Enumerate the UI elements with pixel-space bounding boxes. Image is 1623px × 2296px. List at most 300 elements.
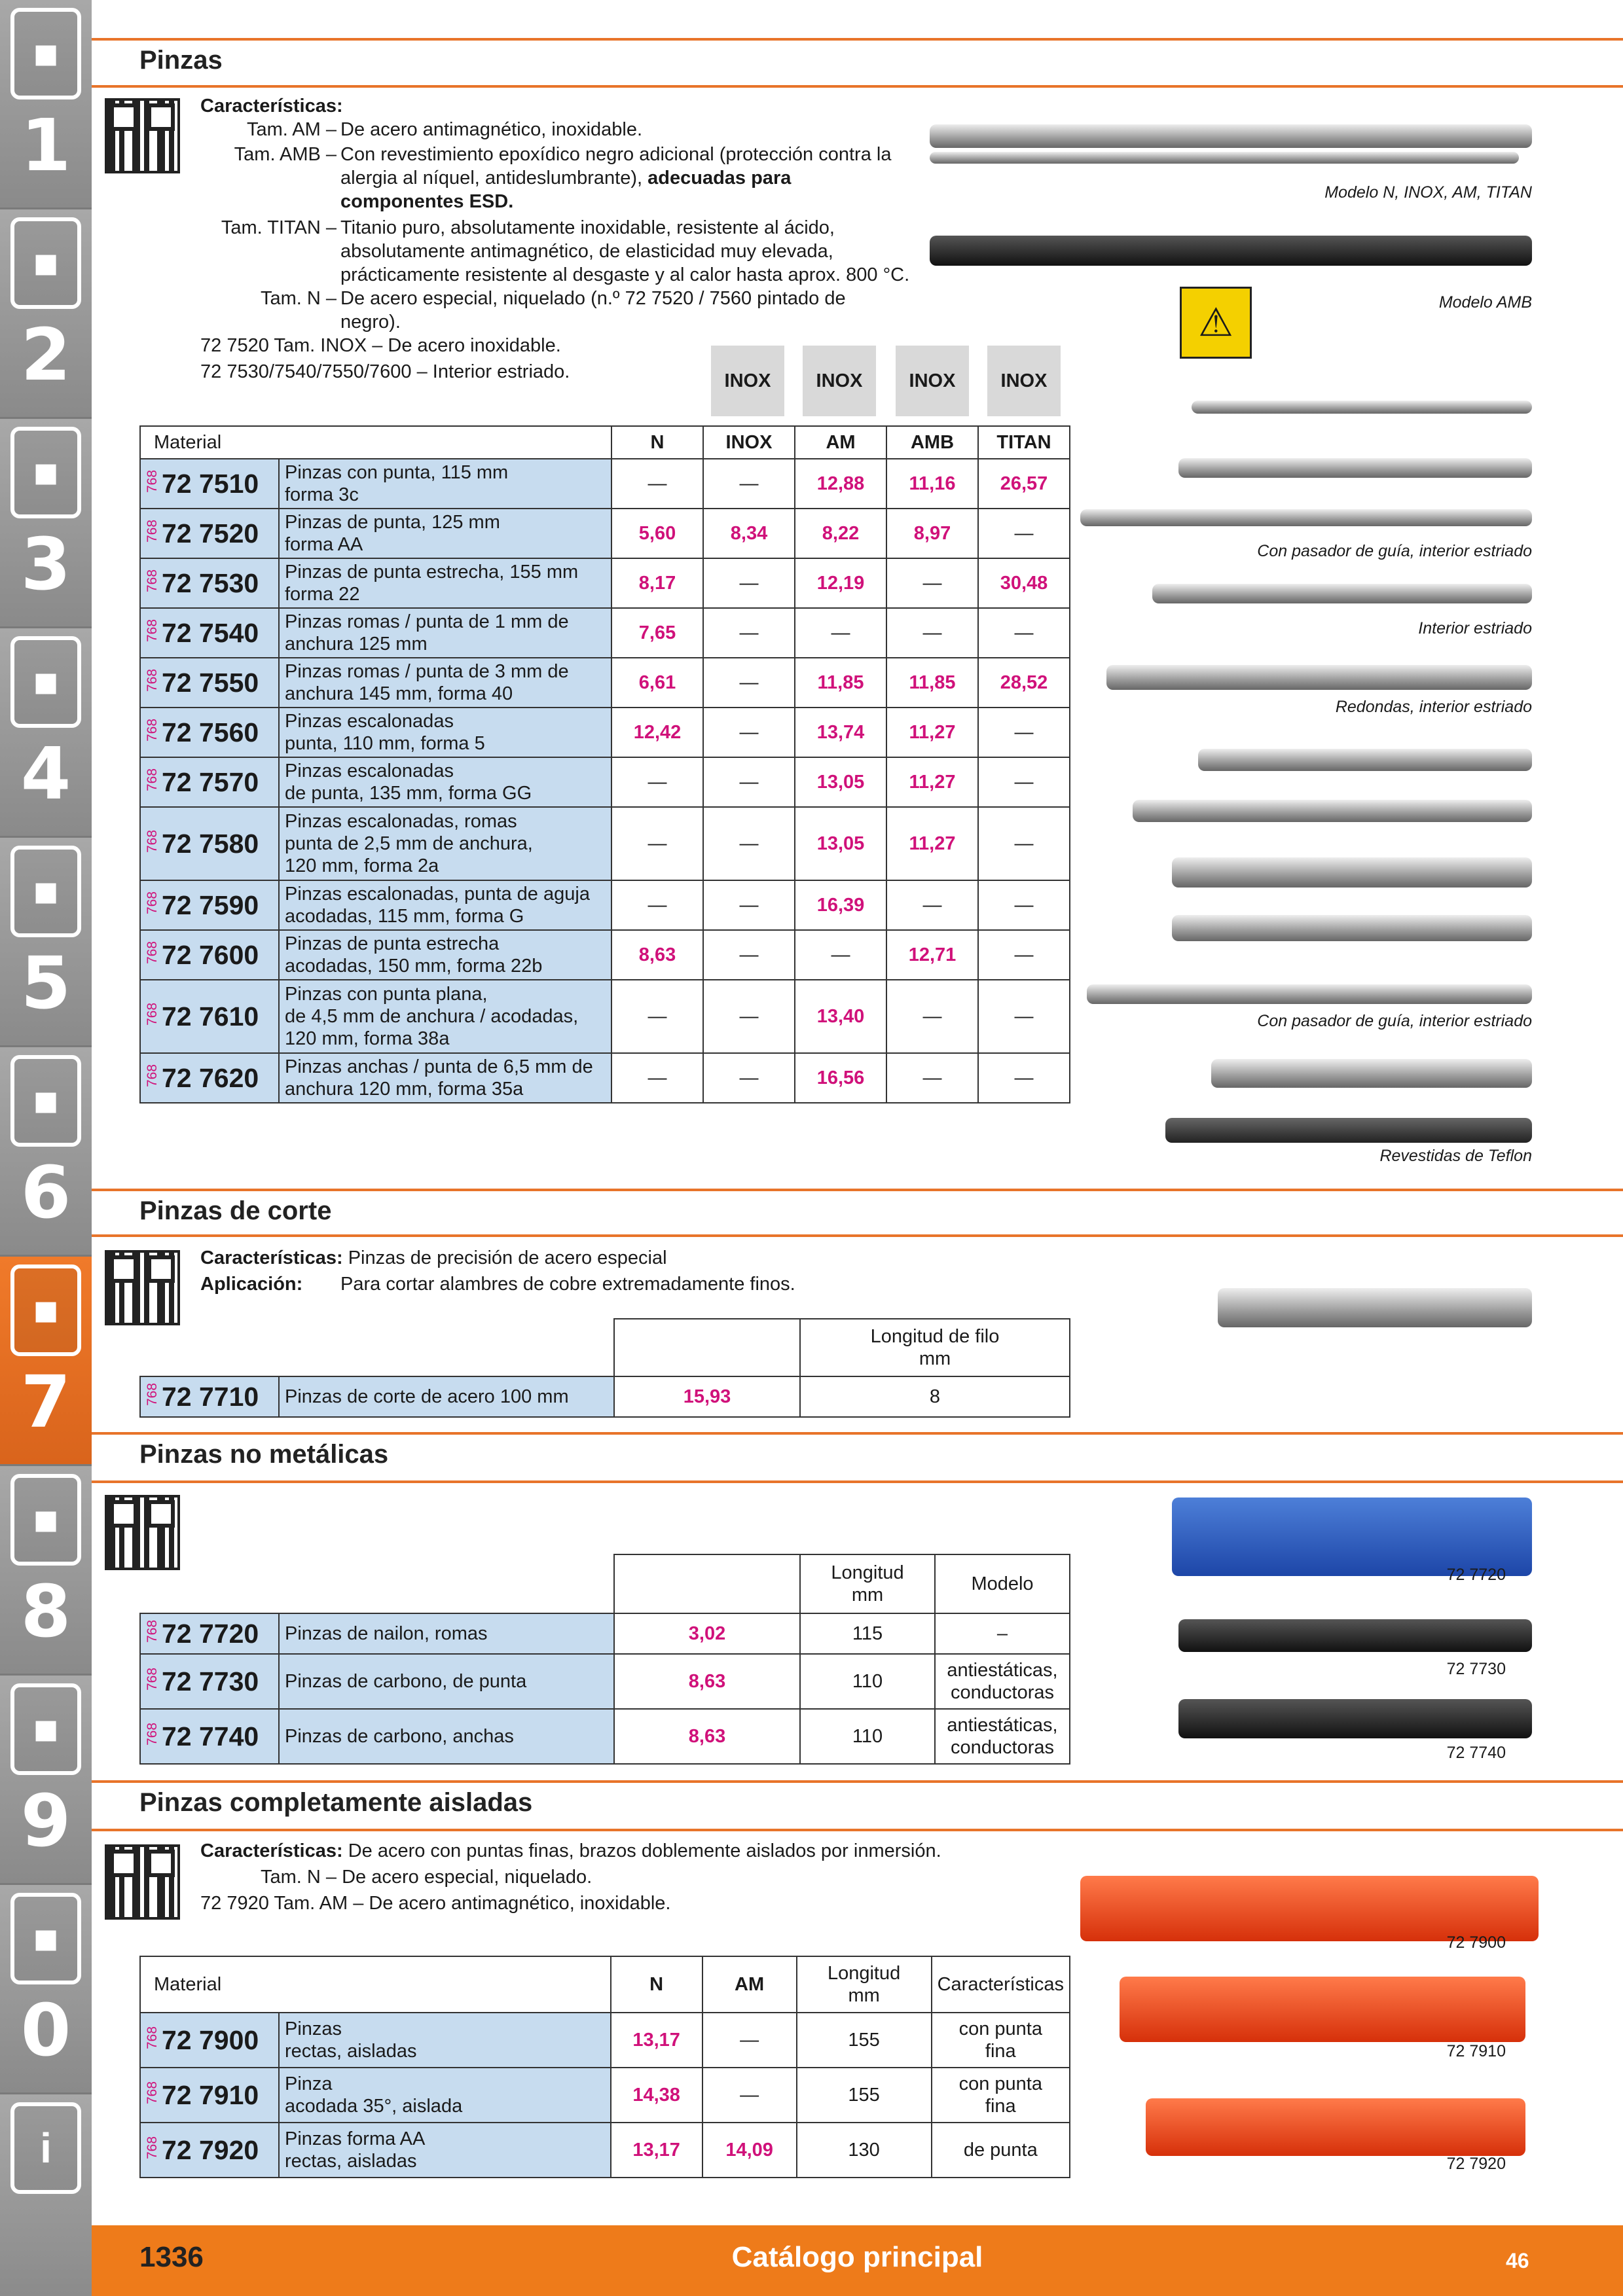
chapter-tab-3[interactable] — [0, 419, 92, 628]
code-prefix: 768 — [145, 1382, 160, 1406]
article-desc: Pinza acodada 35°, aislada — [279, 2068, 611, 2123]
section-divider — [92, 85, 1623, 88]
chapter-tab-2[interactable] — [0, 209, 92, 419]
feature-line: Tam. N – De acero especial, niquelado. — [261, 1867, 593, 1888]
chapter-tab-9[interactable] — [0, 1676, 92, 1885]
aisladas-features — [200, 1839, 941, 1863]
article-code[interactable] — [140, 980, 279, 1053]
code-prefix: 768 — [145, 1667, 160, 1691]
table-row — [140, 658, 1070, 708]
code-prefix: 768 — [145, 2026, 160, 2049]
caption-code: 72 7730 — [1446, 1660, 1506, 1678]
article-code[interactable] — [140, 807, 279, 880]
features-text: Pinzas de precisión de acero especial — [348, 1247, 667, 1268]
article-code[interactable] — [140, 1376, 279, 1417]
section-title-pinzas: Pinzas — [139, 46, 223, 75]
value-cell: — — [611, 807, 703, 880]
esd-warning-icon: ⚠ — [1180, 287, 1252, 359]
caption-code: 72 7900 — [1446, 1933, 1506, 1952]
section-divider — [92, 1189, 1623, 1191]
chapter-tab-0[interactable] — [0, 1885, 92, 2094]
cabinet-icon — [10, 1683, 81, 1775]
code-prefix: 768 — [145, 1002, 160, 1026]
article-code[interactable] — [140, 880, 279, 930]
section-divider — [92, 1829, 1623, 1831]
feature-text: De acero antimagnético, inoxidable. — [340, 119, 643, 140]
article-number: 72 7900 — [162, 2024, 259, 2055]
article-code[interactable] — [140, 509, 279, 558]
price-cell: 28,52 — [978, 658, 1070, 708]
col-header-am: AM — [702, 1956, 797, 2013]
qr-code-icon[interactable] — [105, 1250, 180, 1325]
chapter-tab-1[interactable] — [0, 0, 92, 209]
value-cell: — — [978, 930, 1070, 980]
table-row — [140, 1654, 1070, 1709]
value-cell: — — [703, 558, 795, 608]
price-cell: 8,97 — [886, 509, 978, 558]
price-cell: 14,09 — [702, 2123, 797, 2178]
value-cell: — — [703, 757, 795, 807]
feature-text: De acero especial, niquelado (n.º 72 7520 / 7560 pintado de negro). — [340, 288, 846, 332]
article-number: 72 7550 — [162, 667, 259, 698]
caption-interior: Interior estriado — [1418, 619, 1532, 637]
pliers-icon-glyph: ■ — [33, 1287, 59, 1334]
insulated-tweezer-image — [1120, 1977, 1525, 2042]
article-desc: Pinzas anchas / punta de 6,5 mm de anchura 120 mm, forma 35a — [279, 1053, 611, 1103]
caption-code: 72 7920 — [1446, 2155, 1506, 2173]
caption-code: 72 7740 — [1446, 1744, 1506, 1762]
article-code[interactable] — [140, 1709, 279, 1764]
table-row — [140, 930, 1070, 980]
pinzas-price-table — [139, 425, 1070, 1103]
price-cell: 13,05 — [795, 807, 886, 880]
price-cell: 11,16 — [886, 459, 978, 509]
workshop-icon-glyph: ■ — [33, 1496, 59, 1543]
features-text: De acero con puntas finas, brazos doblemente aislados por inmersión. — [348, 1840, 941, 1861]
info-icon — [10, 2102, 81, 2194]
table-row — [140, 757, 1070, 807]
price-cell: 13,40 — [795, 980, 886, 1053]
tweezer-image — [1178, 458, 1532, 478]
model-cell: – — [935, 1613, 1070, 1654]
code-prefix: 768 — [145, 619, 160, 642]
article-number: 72 7570 — [162, 766, 259, 797]
corte-features — [200, 1246, 667, 1270]
price-cell: 15,93 — [614, 1376, 800, 1417]
article-desc: Pinzas de punta, 125 mm forma AA — [279, 509, 611, 558]
tweezer-image — [1211, 1059, 1532, 1088]
tweezer-image — [1152, 584, 1532, 603]
nylon-tweezer-image — [1172, 1498, 1532, 1576]
table-row — [140, 880, 1070, 930]
article-desc: Pinzas de carbono, de punta — [279, 1654, 614, 1709]
article-number: 72 7920 — [162, 2134, 259, 2165]
cutting-tweezer-image — [1218, 1288, 1532, 1327]
price-cell: 11,85 — [795, 658, 886, 708]
article-code[interactable] — [140, 757, 279, 807]
inox-badge: INOX — [896, 346, 969, 416]
table-row — [140, 1053, 1070, 1103]
feature-key: Tam. N – — [260, 288, 337, 309]
chapter-number: 6 — [20, 1151, 71, 1234]
tweezer-image — [930, 124, 1532, 148]
chapter-tab-5[interactable] — [0, 838, 92, 1047]
cutting-insert-icon — [10, 217, 81, 309]
drill-bit-icon-glyph: ■ — [33, 30, 59, 77]
length-cell: 115 — [800, 1613, 935, 1654]
qr-code-icon[interactable] — [105, 98, 180, 173]
caption-redondas: Redondas, interior estriado — [1335, 698, 1532, 716]
article-desc: Pinzas escalonadas, punta de aguja acodadas, 115 mm, forma G — [279, 880, 611, 930]
article-number: 72 7510 — [162, 468, 259, 499]
tweezer-image — [1133, 800, 1532, 822]
features-label: Características: — [200, 96, 343, 117]
value-cell: — — [703, 1053, 795, 1103]
article-code[interactable] — [140, 1053, 279, 1103]
code-prefix: 768 — [145, 469, 160, 493]
table-row — [140, 708, 1070, 757]
col-header-material: Material — [140, 1956, 611, 2013]
value-cell: — — [795, 930, 886, 980]
table-row — [140, 807, 1070, 880]
price-cell: 8,34 — [703, 509, 795, 558]
article-number: 72 7600 — [162, 939, 259, 970]
tool-holder-icon — [10, 427, 81, 518]
price-cell: 12,71 — [886, 930, 978, 980]
chapter-number: 5 — [20, 941, 71, 1025]
chapter-sidebar — [0, 0, 92, 2296]
code-prefix: 768 — [145, 519, 160, 543]
chapter-number: 7 — [20, 1360, 71, 1444]
code-prefix: 768 — [145, 718, 160, 742]
footer-section-number: 46 — [1506, 2249, 1529, 2272]
feature-text — [340, 143, 910, 213]
insulated-tweezer-image — [1080, 1876, 1539, 1941]
feature-text-plain: Con revestimiento epoxídico negro adicional (protección contra la alergia al níquel, antideslumbrante), — [340, 144, 892, 188]
col-header-material: Material — [140, 426, 611, 459]
workshop-icon — [10, 1474, 81, 1566]
length-cell: 155 — [797, 2068, 932, 2123]
price-cell: 13,05 — [795, 757, 886, 807]
caption-model-n: Modelo N, INOX, AM, TITAN — [1324, 183, 1532, 202]
article-number: 72 7740 — [162, 1721, 259, 1751]
value-cell: — — [703, 708, 795, 757]
section-divider — [92, 1234, 1623, 1237]
code-prefix: 768 — [145, 768, 160, 791]
price-cell: 8,63 — [611, 930, 703, 980]
price-cell: 8,17 — [611, 558, 703, 608]
article-number: 72 7710 — [162, 1381, 259, 1412]
length-cell: 130 — [797, 2123, 932, 2178]
table-row — [140, 608, 1070, 658]
price-cell: 6,61 — [611, 658, 703, 708]
length-cell: 155 — [797, 2013, 932, 2068]
feature-text: Titanio puro, absolutamente inoxidable, resistente al ácido, absolutamente antimagnético, de elasticidad muy elevada, prácticamente resistente al desgaste y al calor hasta aprox. 800 °C. — [340, 217, 910, 285]
value-cell: — — [978, 1053, 1070, 1103]
price-cell: 16,56 — [795, 1053, 886, 1103]
footer-title: Catálogo principal — [731, 2241, 983, 2273]
section-divider — [92, 1432, 1623, 1435]
article-desc: Pinzas escalonadas de punta, 135 mm, forma GG — [279, 757, 611, 807]
article-code[interactable] — [140, 930, 279, 980]
chapter-number: 8 — [20, 1570, 71, 1653]
value-cell: — — [611, 1053, 703, 1103]
value-cell: — — [702, 2013, 797, 2068]
length-cell: 110 — [800, 1654, 935, 1709]
article-number: 72 7530 — [162, 567, 259, 598]
price-cell: 13,74 — [795, 708, 886, 757]
price-cell: 12,88 — [795, 459, 886, 509]
table-row — [140, 1613, 1070, 1654]
wrench-icon-glyph: ■ — [33, 1077, 59, 1124]
price-cell: 26,57 — [978, 459, 1070, 509]
table-row — [140, 2068, 1070, 2123]
section-title-nometal: Pinzas no metálicas — [139, 1440, 389, 1469]
value-cell: — — [978, 608, 1070, 658]
value-cell: — — [978, 980, 1070, 1053]
tweezer-image — [930, 152, 1519, 164]
tweezer-image — [1198, 749, 1532, 771]
col-header-n: N — [611, 1956, 702, 2013]
value-cell: — — [886, 880, 978, 930]
length-cell: 110 — [800, 1709, 935, 1764]
corte-table — [139, 1318, 1070, 1418]
value-cell: — — [703, 980, 795, 1053]
caliper-icon-glyph: ■ — [33, 658, 59, 706]
value-cell: — — [703, 807, 795, 880]
price-cell: 11,27 — [886, 807, 978, 880]
note-estriado: 72 7530/7540/7550/7600 – Interior estriado. — [200, 361, 570, 382]
tweezer-image — [1087, 984, 1532, 1004]
article-code[interactable] — [140, 708, 279, 757]
chapter-tab-4[interactable] — [0, 628, 92, 838]
article-number: 72 7580 — [162, 828, 259, 859]
article-code[interactable] — [140, 658, 279, 708]
code-prefix: 768 — [145, 1722, 160, 1746]
value-cell: — — [611, 880, 703, 930]
col-header-model: Modelo — [935, 1554, 1070, 1613]
article-code[interactable] — [140, 608, 279, 658]
price-cell: 8,22 — [795, 509, 886, 558]
price-cell: 30,48 — [978, 558, 1070, 608]
chapter-number: 3 — [20, 522, 71, 606]
article-desc: Pinzas romas / punta de 1 mm de anchura 125 mm — [279, 608, 611, 658]
article-code[interactable] — [140, 2068, 279, 2123]
chapter-tab-6[interactable] — [0, 1047, 92, 1257]
col-header-filo: Longitud de filo mm — [800, 1319, 1070, 1376]
tweezer-image — [1080, 509, 1532, 526]
value-cell: — — [611, 757, 703, 807]
aisladas-table — [139, 1956, 1070, 2178]
value-cell: — — [978, 708, 1070, 757]
insulated-tweezer-image — [1146, 2098, 1525, 2156]
article-number: 72 7590 — [162, 889, 259, 920]
section-title-corte: Pinzas de corte — [139, 1196, 332, 1225]
value-cell: — — [978, 807, 1070, 880]
code-prefix: 768 — [145, 829, 160, 853]
article-desc: Pinzas con punta, 115 mm forma 3c — [279, 459, 611, 509]
value-cell: — — [886, 980, 978, 1053]
price-cell: 3,02 — [614, 1613, 800, 1654]
price-cell: 8,63 — [614, 1709, 800, 1764]
price-cell: 8,63 — [614, 1654, 800, 1709]
value-cell: — — [795, 608, 886, 658]
value-cell: — — [886, 1053, 978, 1103]
grinding-disc-icon — [10, 846, 81, 937]
article-code[interactable] — [140, 1613, 279, 1654]
value-cell: — — [611, 459, 703, 509]
article-code[interactable] — [140, 1654, 279, 1709]
chapter-number: 4 — [20, 732, 71, 816]
article-desc: Pinzas con punta plana, de 4,5 mm de anchura / acodadas, 120 mm, forma 38a — [279, 980, 611, 1053]
article-desc: Pinzas de corte de acero 100 mm — [279, 1376, 614, 1417]
article-desc: Pinzas forma AA rectas, aisladas — [279, 2123, 611, 2178]
value-cell: — — [703, 658, 795, 708]
filo-cell: 8 — [800, 1376, 1070, 1417]
tweezer-black-image — [930, 236, 1532, 266]
code-prefix: 768 — [145, 668, 160, 692]
feature-key: Tam. AMB – — [234, 144, 337, 165]
code-prefix: 768 — [145, 2081, 160, 2104]
value-cell: — — [886, 558, 978, 608]
article-number: 72 7730 — [162, 1666, 259, 1696]
feature-text-bold: adecuadas para componentes ESD. — [340, 168, 792, 212]
code-prefix: 768 — [145, 1619, 160, 1643]
caption-guide1: Con pasador de guía, interior estriado — [1257, 542, 1532, 560]
section-divider — [92, 38, 1623, 41]
col-header-inox: INOX — [703, 426, 795, 459]
table-row — [140, 1709, 1070, 1764]
chapter-number: 0 — [20, 1988, 71, 2072]
price-cell: 13,17 — [611, 2013, 702, 2068]
chapter-number: 1 — [20, 103, 71, 187]
article-code[interactable] — [140, 459, 279, 509]
price-cell: 11,27 — [886, 757, 978, 807]
chapter-number: 9 — [20, 1779, 71, 1863]
inox-badge: INOX — [987, 346, 1061, 416]
col-header-amb: AMB — [886, 426, 978, 459]
price-cell: 16,39 — [795, 880, 886, 930]
carbon-tweezer-image — [1178, 1619, 1532, 1652]
price-cell: 7,65 — [611, 608, 703, 658]
article-desc: Pinzas de nailon, romas — [279, 1613, 614, 1654]
table-row — [140, 558, 1070, 608]
value-cell: — — [703, 930, 795, 980]
tweezer-teflon-image — [1165, 1118, 1532, 1143]
application-label: Aplicación: — [200, 1274, 303, 1295]
value-cell: — — [611, 980, 703, 1053]
tweezer-image — [1192, 401, 1532, 414]
caption-teflon: Revestidas de Teflon — [1379, 1147, 1532, 1165]
col-header-length: Longitud mm — [800, 1554, 935, 1613]
inox-badge: INOX — [803, 346, 876, 416]
tweezer-image — [1172, 857, 1532, 888]
features-cell: con punta fina — [932, 2013, 1070, 2068]
article-number: 72 7610 — [162, 1001, 259, 1031]
article-number: 72 7720 — [162, 1618, 259, 1649]
tweezer-image — [1172, 915, 1532, 941]
caption-code: 72 7720 — [1446, 1566, 1506, 1584]
info-icon-glyph: i — [40, 2125, 52, 2172]
caption-code: 72 7910 — [1446, 2042, 1506, 2060]
code-prefix: 768 — [145, 891, 160, 914]
article-desc: Pinzas de carbono, anchas — [279, 1709, 614, 1764]
col-header-am: AM — [795, 426, 886, 459]
code-prefix: 768 — [145, 2136, 160, 2159]
price-cell: 14,38 — [611, 2068, 702, 2123]
article-code[interactable] — [140, 558, 279, 608]
features-label: Características: — [200, 1247, 343, 1268]
price-cell: 12,42 — [611, 708, 703, 757]
features-cell: con punta fina — [932, 2068, 1070, 2123]
chapter-tab-7[interactable] — [0, 1257, 92, 1466]
inox-badge: INOX — [711, 346, 784, 416]
table-row — [140, 980, 1070, 1053]
article-desc: Pinzas escalonadas punta, 110 mm, forma 5 — [279, 708, 611, 757]
nometal-table — [139, 1554, 1070, 1765]
price-cell: 12,19 — [795, 558, 886, 608]
article-code[interactable] — [140, 2013, 279, 2068]
wrench-icon — [10, 1055, 81, 1147]
article-desc: Pinzas rectas, aisladas — [279, 2013, 611, 2068]
carbon-tweezer-image — [1178, 1699, 1532, 1738]
caption-model-amb: Modelo AMB — [1438, 293, 1532, 312]
cutting-insert-icon-glyph: ■ — [33, 240, 59, 287]
pliers-icon — [10, 1265, 81, 1356]
feature-key: Tam. AM – — [247, 119, 337, 140]
qr-code-icon[interactable] — [105, 1844, 180, 1920]
code-prefix: 768 — [145, 1064, 160, 1087]
col-header-n: N — [611, 426, 703, 459]
value-cell: — — [703, 608, 795, 658]
caliper-icon — [10, 636, 81, 728]
price-cell: 13,17 — [611, 2123, 702, 2178]
features-cell: de punta — [932, 2123, 1070, 2178]
article-number: 72 7560 — [162, 717, 259, 747]
section-divider — [92, 1480, 1623, 1483]
caption-guide2: Con pasador de guía, interior estriado — [1257, 1012, 1532, 1030]
code-prefix: 768 — [145, 569, 160, 592]
value-cell: — — [702, 2068, 797, 2123]
value-cell: — — [703, 880, 795, 930]
note-inox: 72 7520 Tam. INOX – De acero inoxidable. — [200, 335, 561, 356]
article-number: 72 7520 — [162, 518, 259, 548]
section-title-aisladas: Pinzas completamente aisladas — [139, 1788, 533, 1817]
article-desc: Pinzas de punta estrecha, 155 mm forma 22 — [279, 558, 611, 608]
article-code[interactable] — [140, 2123, 279, 2178]
value-cell: — — [886, 608, 978, 658]
value-cell: — — [978, 509, 1070, 558]
value-cell: — — [978, 880, 1070, 930]
application-text: Para cortar alambres de cobre extremadamente finos. — [340, 1274, 795, 1295]
col-header-titan: TITAN — [978, 426, 1070, 459]
table-row — [140, 509, 1070, 558]
table-row — [140, 459, 1070, 509]
tool-holder-icon-glyph: ■ — [33, 449, 59, 496]
article-desc: Pinzas escalonadas, romas punta de 2,5 mm de anchura, 120 mm, forma 2a — [279, 807, 611, 880]
feature-line: 72 7920 Tam. AM – De acero antimagnético, inoxidable. — [200, 1893, 671, 1914]
value-cell: — — [978, 757, 1070, 807]
model-cell: antiestáticas, conductoras — [935, 1709, 1070, 1764]
chapter-tab-8[interactable] — [0, 1466, 92, 1676]
section-divider — [92, 1780, 1623, 1783]
value-cell: — — [703, 459, 795, 509]
code-prefix: 768 — [145, 941, 160, 964]
table-row — [140, 2123, 1070, 2178]
features-label: Características: — [200, 1840, 343, 1861]
safety-glasses-icon-glyph: ■ — [33, 1915, 59, 1962]
article-desc: Pinzas romas / punta de 3 mm de anchura 145 mm, forma 40 — [279, 658, 611, 708]
